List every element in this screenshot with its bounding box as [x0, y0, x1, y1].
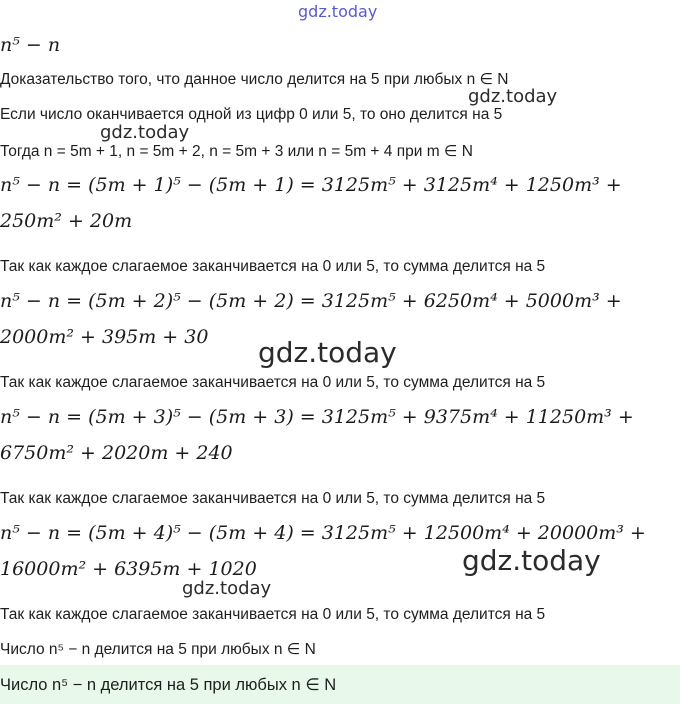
final-conclusion-text: Число n⁵ − n делится на 5 при любых n ∈ N: [0, 641, 316, 658]
cases-intro-text: Тогда n = 5m + 1, n = 5m + 2, n = 5m + 3 или n = 5m + 4 при m ∈ N: [0, 143, 473, 160]
case-1-conclusion: Так как каждое слагаемое заканчивается на 0 или 5, то сумма делится на 5: [0, 258, 546, 275]
case-1-line-1: n⁵ − n = (5m + 1)⁵ − (5m + 1) = 3125m⁵ + 3125m⁴ + 1250m³ +: [0, 174, 622, 196]
case-3-line-2: 6750m² + 2020m + 240: [0, 442, 233, 464]
case-2-line-2: 2000m² + 395m + 30: [0, 326, 209, 348]
watermark-top: gdz.today: [298, 2, 378, 21]
case-4-line-1: n⁵ − n = (5m + 4)⁵ − (5m + 4) = 3125m⁵ + 12500m⁴ + 20000m³ +: [0, 522, 646, 544]
case-4-line-2: 16000m² + 6395m + 1020: [0, 558, 257, 580]
watermark: gdz.today: [100, 122, 190, 143]
answer-text: Число n⁵ − n делится на 5 при любых n ∈ N: [0, 676, 337, 694]
watermark: gdz.today: [258, 336, 397, 369]
case-2-conclusion: Так как каждое слагаемое заканчивается на 0 или 5, то сумма делится на 5: [0, 374, 546, 391]
case-2-line-1: n⁵ − n = (5m + 2)⁵ − (5m + 2) = 3125m⁵ + 6250m⁴ + 5000m³ +: [0, 290, 622, 312]
expression-title: n⁵ − n: [0, 34, 61, 56]
case-4-conclusion: Так как каждое слагаемое заканчивается на 0 или 5, то сумма делится на 5: [0, 606, 546, 623]
proof-intro-text: Доказательство того, что данное число делится на 5 при любых n ∈ N: [0, 71, 509, 88]
case-3-line-1: n⁵ − n = (5m + 3)⁵ − (5m + 3) = 3125m⁵ + 9375m⁴ + 11250m³ +: [0, 406, 634, 428]
divisibility-rule-text: Если число оканчивается одной из цифр 0 или 5, то оно делится на 5: [0, 106, 503, 123]
answer-box: [0, 665, 680, 704]
watermark: gdz.today: [462, 544, 601, 577]
watermark: gdz.today: [468, 86, 558, 107]
case-3-conclusion: Так как каждое слагаемое заканчивается на 0 или 5, то сумма делится на 5: [0, 490, 546, 507]
case-1-line-2: 250m² + 20m: [0, 210, 133, 232]
watermark: gdz.today: [182, 578, 272, 599]
